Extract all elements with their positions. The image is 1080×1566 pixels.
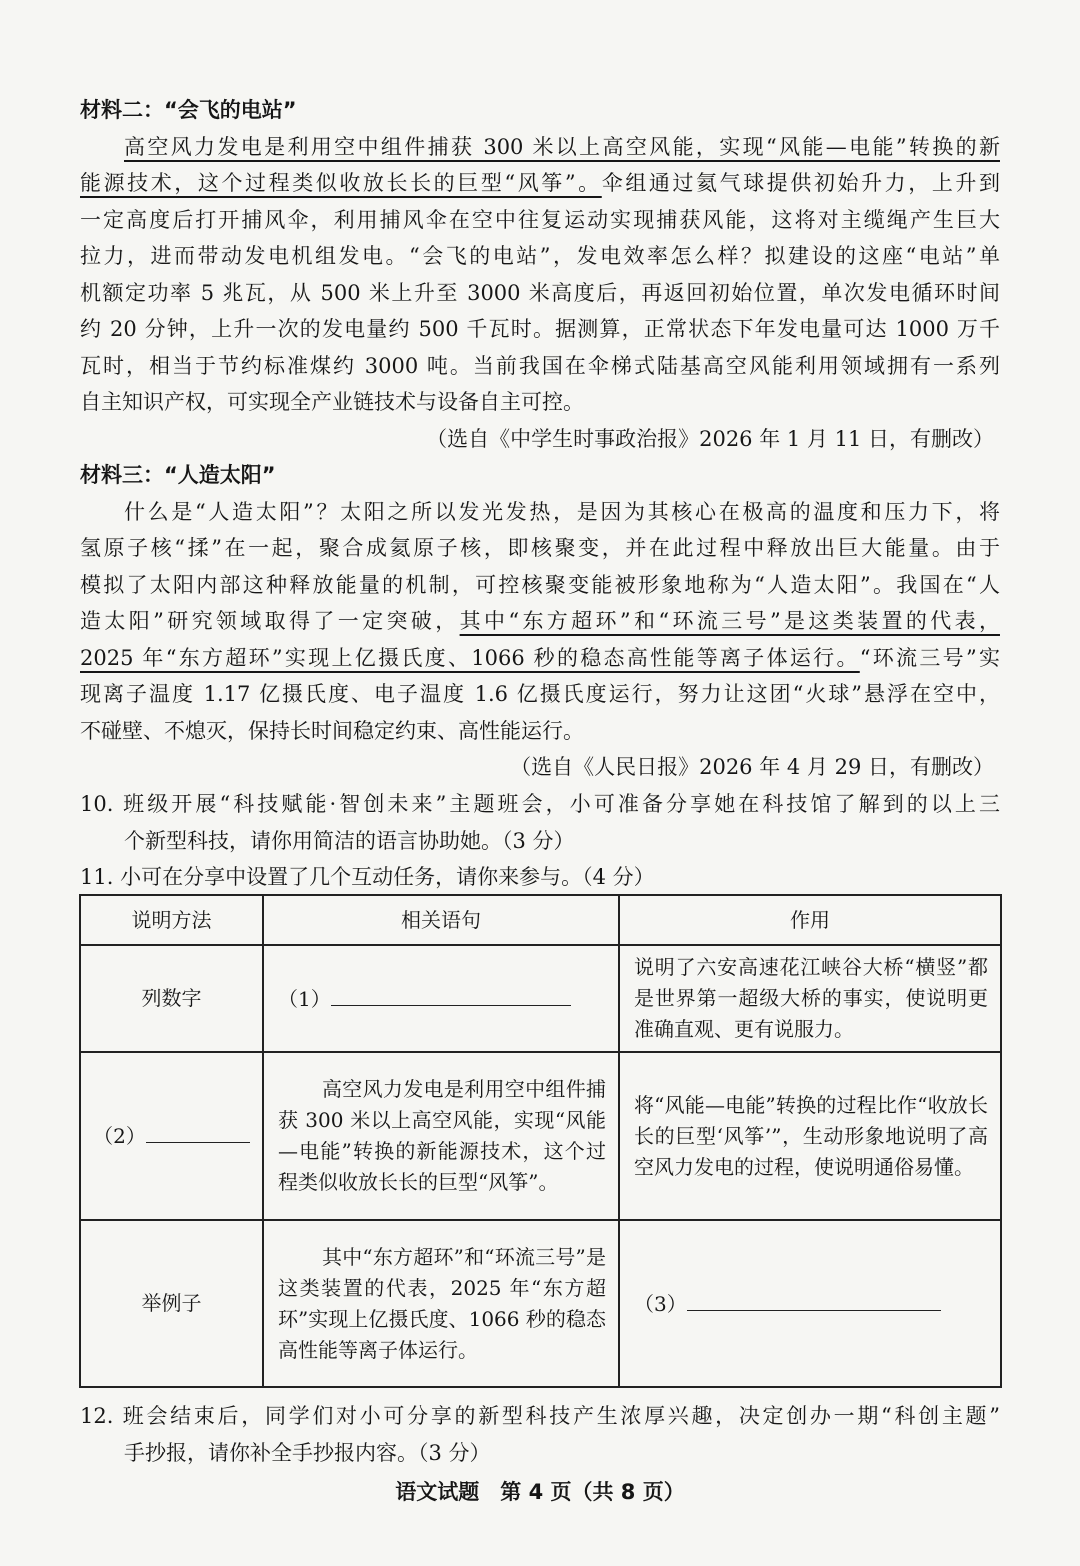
blank-label: （2） xyxy=(93,1124,146,1148)
questions-10-11 xyxy=(80,786,1000,896)
material-2 xyxy=(80,92,1000,457)
material-3-line: 造太阳”研究领域取得了一定突破，其中“东方超环”和“环流三号”是这类装置的代表， xyxy=(80,609,1000,633)
material-2-line: 瓦时，相当于节约标准煤约 3000 吨。当前我国在伞梯式陆基高空风能利用领域拥有一系列 xyxy=(80,353,1000,378)
material-2-line: 一定高度后打开捕风伞，利用捕风伞在空中往复运动实现捕获风能，这将对主缆绳产生巨大 xyxy=(80,207,1000,232)
material-3-heading: 材料三：“人造太阳” xyxy=(80,463,276,487)
question-12-line: 12. 班会结束后，同学们对小可分享的新型科技产生浓厚兴趣，决定创办一期“科创主题” xyxy=(80,1404,1000,1428)
blank-label: （3） xyxy=(634,1291,687,1316)
sentence-cell xyxy=(263,945,619,1052)
table-row xyxy=(80,1220,1001,1387)
material-3-line: 模拟了太阳内部这种释放能量的机制，可控核聚变能被形象地称为“人造太阳”。我国在“人 xyxy=(80,572,1000,597)
material-3 xyxy=(80,457,1000,786)
table-header-row xyxy=(80,895,1001,945)
page-footer: 语文试题 第 4 页（共 8 页） xyxy=(395,1480,685,1504)
material-2-line: 拉力，进而带动发电机组发电。“会飞的电站”，发电效率怎么样？拟建设的这座“电站”单 xyxy=(80,244,1000,268)
material-2-line: 约 20 分钟，上升一次的发电量约 500 千瓦时。据测算，正常状态下年发电量可达 1000 万千 xyxy=(80,317,1000,341)
material-2-line: 能源技术，这个过程类似收放长长的巨型“风筝”。伞组通过氦气球提供初始升力，上升到 xyxy=(80,171,1000,195)
question-10-line: 10. 班级开展“科技赋能·智创未来”主题班会，小可准备分享她在科技馆了解到的以上三 xyxy=(80,792,1000,816)
material-3-line: 不碰壁、不熄灭，保持长时间稳定约束、高性能运行。 xyxy=(80,718,584,743)
material-2-line: 自主知识产权，可实现全产业链技术与设备自主可控。 xyxy=(80,390,584,414)
effect-cell: 说明了六安高速花江峡谷大桥“横竖”都是世界第一超级大桥的事实，使说明更准确直观、更有说服力。 xyxy=(619,945,1001,1052)
sentence-cell: 其中“东方超环”和“环流三号”是这类装置的代表，2025 年“东方超环”实现上亿摄氏度、1066 秒的稳态高性能等离子体运行。 xyxy=(263,1220,619,1387)
answer-blank-2[interactable] xyxy=(146,1120,250,1143)
question-10-line: 个新型科技，请你用简洁的语言协助她。（3 分） xyxy=(124,828,575,853)
method-cell: 举例子 xyxy=(80,1220,263,1387)
question-12 xyxy=(80,1398,1000,1471)
answer-blank-1[interactable] xyxy=(331,983,571,1006)
answer-blank-3[interactable] xyxy=(687,1288,941,1311)
effect-cell: 将“风能—电能”转换的过程比作“收放长长的巨型‘风筝’”，生动形象地说明了高空风力发电的过程，使说明通俗易懂。 xyxy=(619,1052,1001,1220)
method-cell: 列数字 xyxy=(80,945,263,1052)
question-11-line: 11. 小可在分享中设置了几个互动任务，请你来参与。（4 分） xyxy=(80,865,655,889)
material-2-source: （选自《中学生时事政治报》2026 年 1 月 11 日，有删改） xyxy=(426,426,994,451)
material-2-line: 机额定功率 5 兆瓦，从 500 米上升至 3000 米高度后，再返回初始位置，单次发电循环时间 xyxy=(80,280,1000,305)
blank-label: （1） xyxy=(278,986,331,1011)
material-2-heading: 材料二：“会飞的电站” xyxy=(80,98,297,122)
material-3-line: 氢原子核“揉”在一起，聚合成氦原子核，即核聚变，并在此过程中释放出巨大能量。由于 xyxy=(80,536,1000,560)
material-3-line: 现离子温度 1.17 亿摄氏度、电子温度 1.6 亿摄氏度运行，努力让这团“火球”悬浮在空中， xyxy=(80,682,1000,706)
material-3-line: 2025 年“东方超环”实现上亿摄氏度、1066 秒的稳态高性能等离子体运行。“环流三号”实 xyxy=(80,645,1000,670)
effect-cell xyxy=(619,1220,1001,1387)
table-header: 相关语句 xyxy=(263,895,619,945)
sentence-cell: 高空风力发电是利用空中组件捕获 300 米以上高空风能，实现“风能—电能”转换的新能源技术，这个过程类似收放长长的巨型“风筝”。 xyxy=(263,1052,619,1220)
question-12-line: 手抄报，请你补全手抄报内容。（3 分） xyxy=(124,1440,491,1465)
table-row xyxy=(80,1052,1001,1220)
method-cell xyxy=(80,1052,263,1220)
table-header: 说明方法 xyxy=(80,895,263,945)
material-2-line: 高空风力发电是利用空中组件捕获 300 米以上高空风能，实现“风能—电能”转换的新 xyxy=(124,134,1000,159)
material-3-line: 什么是“人造太阳”？太阳之所以发光发热，是因为其核心在极高的温度和压力下，将 xyxy=(124,499,1000,524)
table-header: 作用 xyxy=(619,895,1001,945)
table-row xyxy=(80,945,1001,1052)
explanation-methods-table xyxy=(79,894,1002,1388)
material-3-source: （选自《人民日报》2026 年 4 月 29 日，有删改） xyxy=(510,755,994,779)
